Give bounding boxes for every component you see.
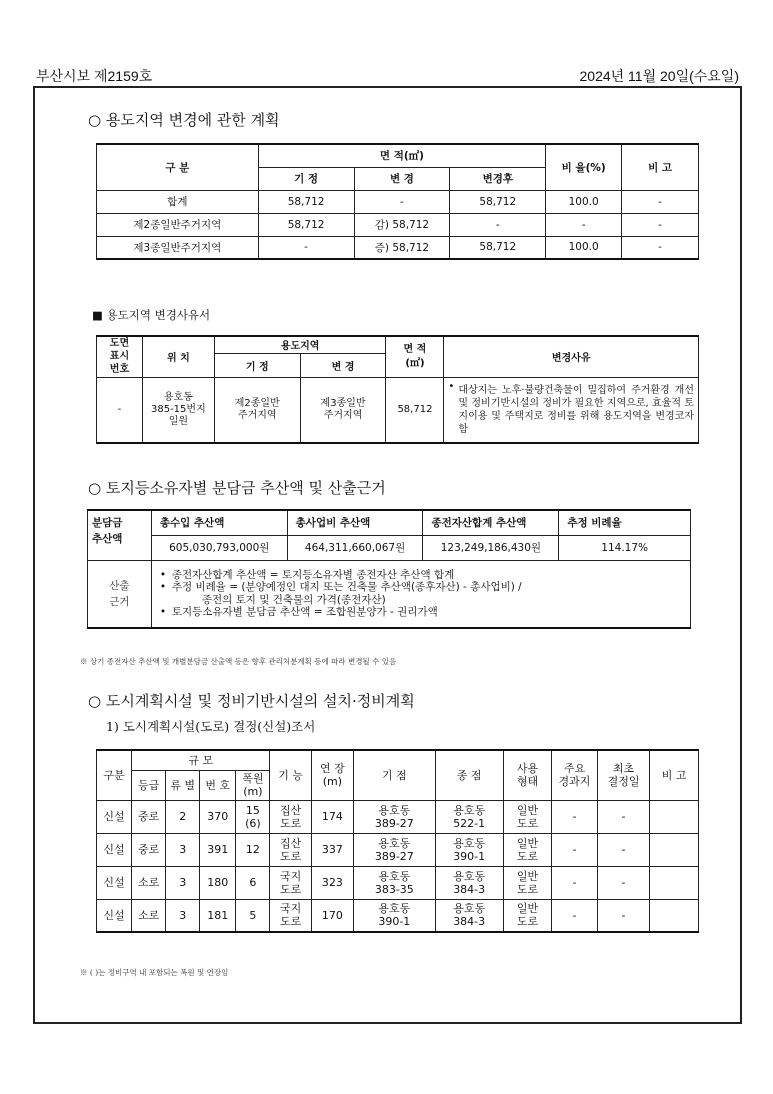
cell-number: 180	[200, 866, 236, 899]
cell-remark	[650, 800, 699, 833]
road-table-note: ※ ( )는 정비구역 내 포함되는 폭원 및 연장임	[80, 968, 229, 977]
road-decision-table	[96, 749, 699, 933]
cell-function: 국지 도로	[270, 866, 311, 899]
header-change: 변 경	[300, 353, 386, 377]
basis-label: 산출 근거	[88, 560, 152, 628]
cell-reason: • 대상지는 노후·불량건축물이 밀집하여 주거환경 개선 및 정비기반시설의 정비가 필요한 지역으로, 효율적 토지이용 및 주택지로 정비를 위해 용도지역을 변경코자 함	[444, 377, 699, 443]
cell-after: -	[450, 213, 546, 236]
header-end: 종 점	[435, 750, 503, 800]
cell-type: 신설	[97, 866, 132, 899]
value-prior-assets: 123,249,186,430원	[423, 535, 559, 560]
header-ratio: 비 율(%)	[546, 144, 622, 190]
cell-first-decision: -	[597, 899, 650, 932]
header-route: 주요 경과지	[552, 750, 597, 800]
zoning-reason-table	[96, 335, 699, 444]
cell-start: 용호동 390-1	[354, 899, 436, 932]
cell-usage: 일반 도로	[503, 833, 552, 866]
zoning-reason-title: ■ 용도지역 변경사유서	[92, 308, 211, 322]
cell-ratio: 100.0	[546, 236, 622, 259]
header-length: 연 장 (m)	[311, 750, 353, 800]
cell-category: 합계	[97, 190, 259, 213]
bulletin-number: 부산시보 제2159호	[36, 68, 153, 84]
section-facility-plan-title: ○ 도시계획시설 및 정비기반시설의 설치·정비계획	[88, 692, 415, 710]
table-row	[97, 833, 699, 866]
cell-end: 용호동 384-3	[435, 899, 503, 932]
header-remark: 비 고	[622, 144, 699, 190]
value-total-revenue: 605,030,793,000원	[151, 535, 287, 560]
header-area: 면 적(㎡)	[258, 144, 546, 167]
table-row	[97, 800, 699, 833]
cell-width: 6	[236, 866, 270, 899]
cell-length: 323	[311, 866, 353, 899]
header-class: 류 별	[166, 770, 200, 800]
cell-change: 증) 58,712	[354, 236, 450, 259]
cell-start: 용호동 383-35	[354, 866, 436, 899]
cell-end: 용호동 384-3	[435, 866, 503, 899]
value-ratio: 114.17%	[559, 535, 691, 560]
cell-grade: 소로	[132, 866, 166, 899]
cell-usage: 일반 도로	[503, 866, 552, 899]
header-category: 구 분	[97, 144, 259, 190]
value-total-cost: 464,311,660,067원	[287, 535, 423, 560]
table-row	[97, 213, 699, 236]
table-row	[97, 377, 699, 443]
header-prior-assets: 종전자산합계 추산액	[423, 510, 559, 535]
cell-number: 181	[200, 899, 236, 932]
cell-route: -	[552, 800, 597, 833]
basis-line-3: • 토지등소유자별 분담금 추산액 = 조합원분양가 - 권리가액	[158, 606, 684, 619]
cell-width: 5	[236, 899, 270, 932]
table-row	[97, 899, 699, 932]
header-existing: 기 정	[214, 353, 300, 377]
basis-line-1: • 종전자산합계 추산액 = 토지등소유자별 종전자산 추산액 합계	[158, 569, 684, 582]
cell-start: 용호동 389-27	[354, 800, 436, 833]
cell-route: -	[552, 866, 597, 899]
header-change: 변 경	[354, 167, 450, 190]
cell-grade: 소로	[132, 899, 166, 932]
header-area: 면 적 (㎡)	[386, 336, 444, 377]
publication-date: 2024년 11월 20일(수요일)	[579, 68, 739, 84]
cell-category: 제2종일반주거지역	[97, 213, 259, 236]
cell-first-decision: -	[597, 800, 650, 833]
cell-width: 15 (6)	[236, 800, 270, 833]
cell-remark	[650, 899, 699, 932]
cell-grade: 중로	[132, 833, 166, 866]
header-location: 위 치	[142, 336, 214, 377]
cell-location: 용호동 385-15번지 일원	[142, 377, 214, 443]
cell-existing-zone: 제2종일반 주거지역	[214, 377, 300, 443]
contribution-table	[87, 509, 691, 629]
cell-function: 국지 도로	[270, 899, 311, 932]
cell-grade: 중로	[132, 800, 166, 833]
header-function: 기 능	[270, 750, 311, 800]
cell-map-number: -	[97, 377, 143, 443]
cell-function: 집산 도로	[270, 800, 311, 833]
cell-ratio: 100.0	[546, 190, 622, 213]
header-reason: 변경사유	[444, 336, 699, 377]
cell-route: -	[552, 833, 597, 866]
table-row	[97, 190, 699, 213]
cell-usage: 일반 도로	[503, 800, 552, 833]
header-existing: 기 정	[258, 167, 354, 190]
header-scale: 규 모	[132, 750, 270, 770]
header-width: 폭원 (m)	[236, 770, 270, 800]
cell-length: 337	[311, 833, 353, 866]
section-contribution-title: ○ 토지등소유자별 분담금 추산액 및 산출근거	[88, 479, 386, 497]
header-ratio: 추정 비례율	[559, 510, 691, 535]
cell-function: 집산 도로	[270, 833, 311, 866]
cell-changed-zone: 제3종일반 주거지역	[300, 377, 386, 443]
table-row	[97, 236, 699, 259]
cell-ratio: -	[546, 213, 622, 236]
header-number: 번 호	[200, 770, 236, 800]
header-remark: 비 고	[650, 750, 699, 800]
header-total-revenue: 총수입 추산액	[151, 510, 287, 535]
section-zoning-plan-title: ○ 용도지역 변경에 관한 계획	[88, 111, 280, 129]
calculation-basis	[151, 560, 690, 628]
cell-category: 제3종일반주거지역	[97, 236, 259, 259]
basis-line-2: • 추정 비례율 = (분양예정인 대지 또는 건축물 추산액(종후자산) - 총사업비) /	[158, 581, 684, 594]
road-decision-subtitle: 1) 도시계획시설(도로) 결정(신설)조서	[106, 719, 316, 734]
cell-end: 용호동 390-1	[435, 833, 503, 866]
cell-after: 58,712	[450, 236, 546, 259]
header-contribution-label: 분담금 추산액	[88, 510, 152, 560]
cell-route: -	[552, 899, 597, 932]
cell-remark: -	[622, 190, 699, 213]
cell-length: 170	[311, 899, 353, 932]
cell-end: 용호동 522-1	[435, 800, 503, 833]
cell-usage: 일반 도로	[503, 899, 552, 932]
cell-start: 용호동 389-27	[354, 833, 436, 866]
cell-length: 174	[311, 800, 353, 833]
cell-existing: -	[258, 236, 354, 259]
header-start: 기 점	[354, 750, 436, 800]
table-row	[97, 866, 699, 899]
cell-number: 391	[200, 833, 236, 866]
header-after: 변경후	[450, 167, 546, 190]
cell-remark	[650, 866, 699, 899]
cell-type: 신설	[97, 899, 132, 932]
cell-type: 신설	[97, 800, 132, 833]
header-map-number: 도면 표시 번호	[97, 336, 143, 377]
cell-remark	[650, 833, 699, 866]
cell-remark: -	[622, 213, 699, 236]
header-first-decision: 최초 결정일	[597, 750, 650, 800]
cell-number: 370	[200, 800, 236, 833]
zoning-change-table	[96, 143, 699, 260]
cell-class: 3	[166, 866, 200, 899]
header-grade: 등급	[132, 770, 166, 800]
cell-class: 3	[166, 833, 200, 866]
cell-width: 12	[236, 833, 270, 866]
header-total-cost: 총사업비 추산액	[287, 510, 423, 535]
cell-existing: 58,712	[258, 190, 354, 213]
cell-after: 58,712	[450, 190, 546, 213]
header-usage: 사용 형태	[503, 750, 552, 800]
header-type: 구분	[97, 750, 132, 800]
cell-remark: -	[622, 236, 699, 259]
contribution-note: ※ 상기 종전자산 추산액 및 개별분담금 산출액 등은 향후 관리처분계획 등에 따라 변경될 수 있음	[80, 657, 397, 666]
cell-first-decision: -	[597, 866, 650, 899]
basis-line-2b: 종전의 토지 및 건축물의 가격(종전자산)	[201, 593, 386, 606]
cell-existing: 58,712	[258, 213, 354, 236]
header-zone: 용도지역	[214, 336, 386, 353]
cell-class: 2	[166, 800, 200, 833]
cell-type: 신설	[97, 833, 132, 866]
cell-change: -	[354, 190, 450, 213]
cell-class: 3	[166, 899, 200, 932]
cell-change: 감) 58,712	[354, 213, 450, 236]
cell-area: 58,712	[386, 377, 444, 443]
cell-first-decision: -	[597, 833, 650, 866]
